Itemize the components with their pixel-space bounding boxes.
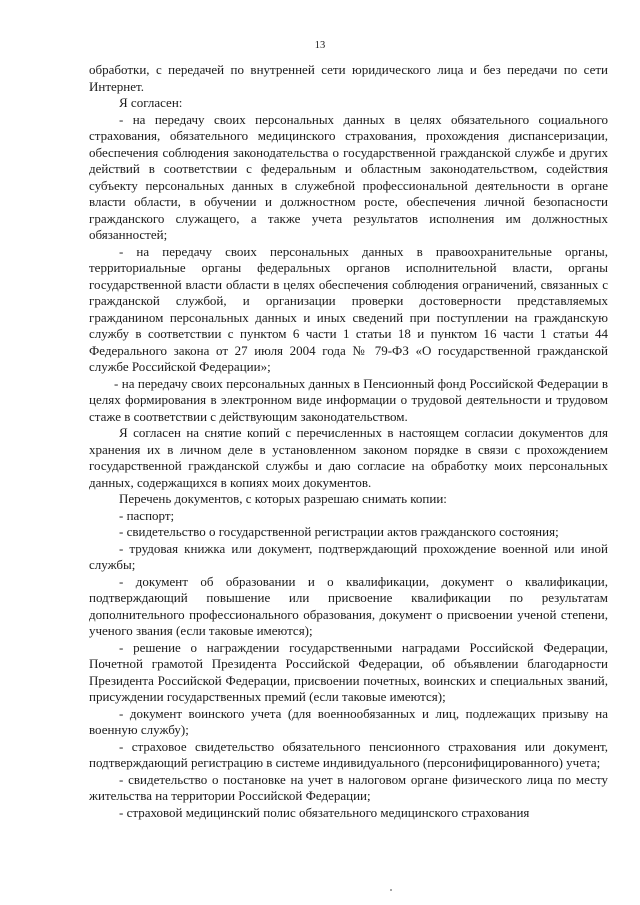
list-item-medical-policy: - страховой медицинский полис обязательного медицинского страхования [119,804,530,820]
document-body [89,62,608,821]
paragraph-transfer-law-enforcement: - на передачу своих персональных данных в правоохранительные органы, территориальные органы федеральных органов исполнительной власти, органы государственной власти области в целях обеспечения соблюдения ограничений, связанных с гражданской службой, и организации проверки достоверности представляемых гражданином персональных данных и иных сведений при поступлении на гражданскую службу в соответствии с пунктом 6 части 1 статьи 18 и пунктом 16 части 1 статьи 44 Федерального закона от 27 июля 2004 года № 79-ФЗ «О государственной гражданской службе Российской Федерации»; [89,243,608,374]
list-item-work-book: - трудовая книжка или документ, подтверждающий прохождение военной или иной службы; [89,540,608,572]
list-item-pension-certificate: - страховое свидетельство обязательного пенсионного страхования или документ, подтверждающий регистрацию в системе индивидуального (персонифицированного) учета; [89,738,608,770]
list-item-civil-registration: - свидетельство о государственной регистрации актов гражданского состояния; [119,524,559,539]
list-item-education: - документ об образовании и о квалификации, документ о квалификации, подтверждающий повышение или присвоение квалификации по результатам дополнительного профессионального образования, документ о присвоении ученой степени, ученого звания (если таковые имеются); [89,573,608,638]
page-number: 13 [314,40,326,51]
list-item-awards: - решение о награждении государственными наградами Российской Федерации, Почетной грамотой Президента Российской Федерации, об объявлении благодарности Президента Российской Федерации, присвоении почетных, воинских и специальных званий, присуждении государственных премий (если таковые имеются); [89,639,608,704]
paragraph-processing-continuation: обработки, с передачей по внутренней сети юридического лица и без передачи по сети Интернет. [89,62,608,94]
paragraph-consent-heading: Я согласен: [119,95,183,110]
paragraph-document-list-intro: Перечень документов, с которых разрешаю снимать копии: [119,491,447,506]
list-item-military-record: - документ воинского учета (для военнообязанных и лиц, подлежащих призыву на военную службу); [89,705,608,737]
list-item-tax-registration: - свидетельство о постановке на учет в налоговом органе физического лица по месту жительства на территории Российской Федерации; [89,771,608,803]
scan-speck [390,889,392,891]
paragraph-copy-consent: Я согласен на снятие копий с перечисленных в настоящем согласии документов для хранения их в личном деле в установленном законом порядке в связи с прохождением государственной гражданской службы и даю согласие на обработку моих персональных данных, содержащихся в копиях моих документов. [89,425,608,490]
list-item-passport: - паспорт; [119,507,175,523]
paragraph-transfer-social-insurance: - на передачу своих персональных данных в целях обязательного социального страхования, обязательного медицинского страхования, прохождения диспансеризации, обеспечения соблюдения законодательства о государственной гражданской службе и других действий в соответствии с федеральным и областным законодательством, содействия субъекту персональных данных в служебной профессиональной деятельности в органе власти области, в обучении и должностном росте, обеспечения личной безопасности гражданского служащего, а также учета результатов исполнения им должностных обязанностей; [89,111,608,242]
paragraph-transfer-pension-fund: - на передачу своих персональных данных в Пенсионный фонд Российской Федерации в целях формирования в электронном виде информации о трудовой деятельности и трудовом стаже в соответствии с действующим законодательством. [89,375,608,424]
